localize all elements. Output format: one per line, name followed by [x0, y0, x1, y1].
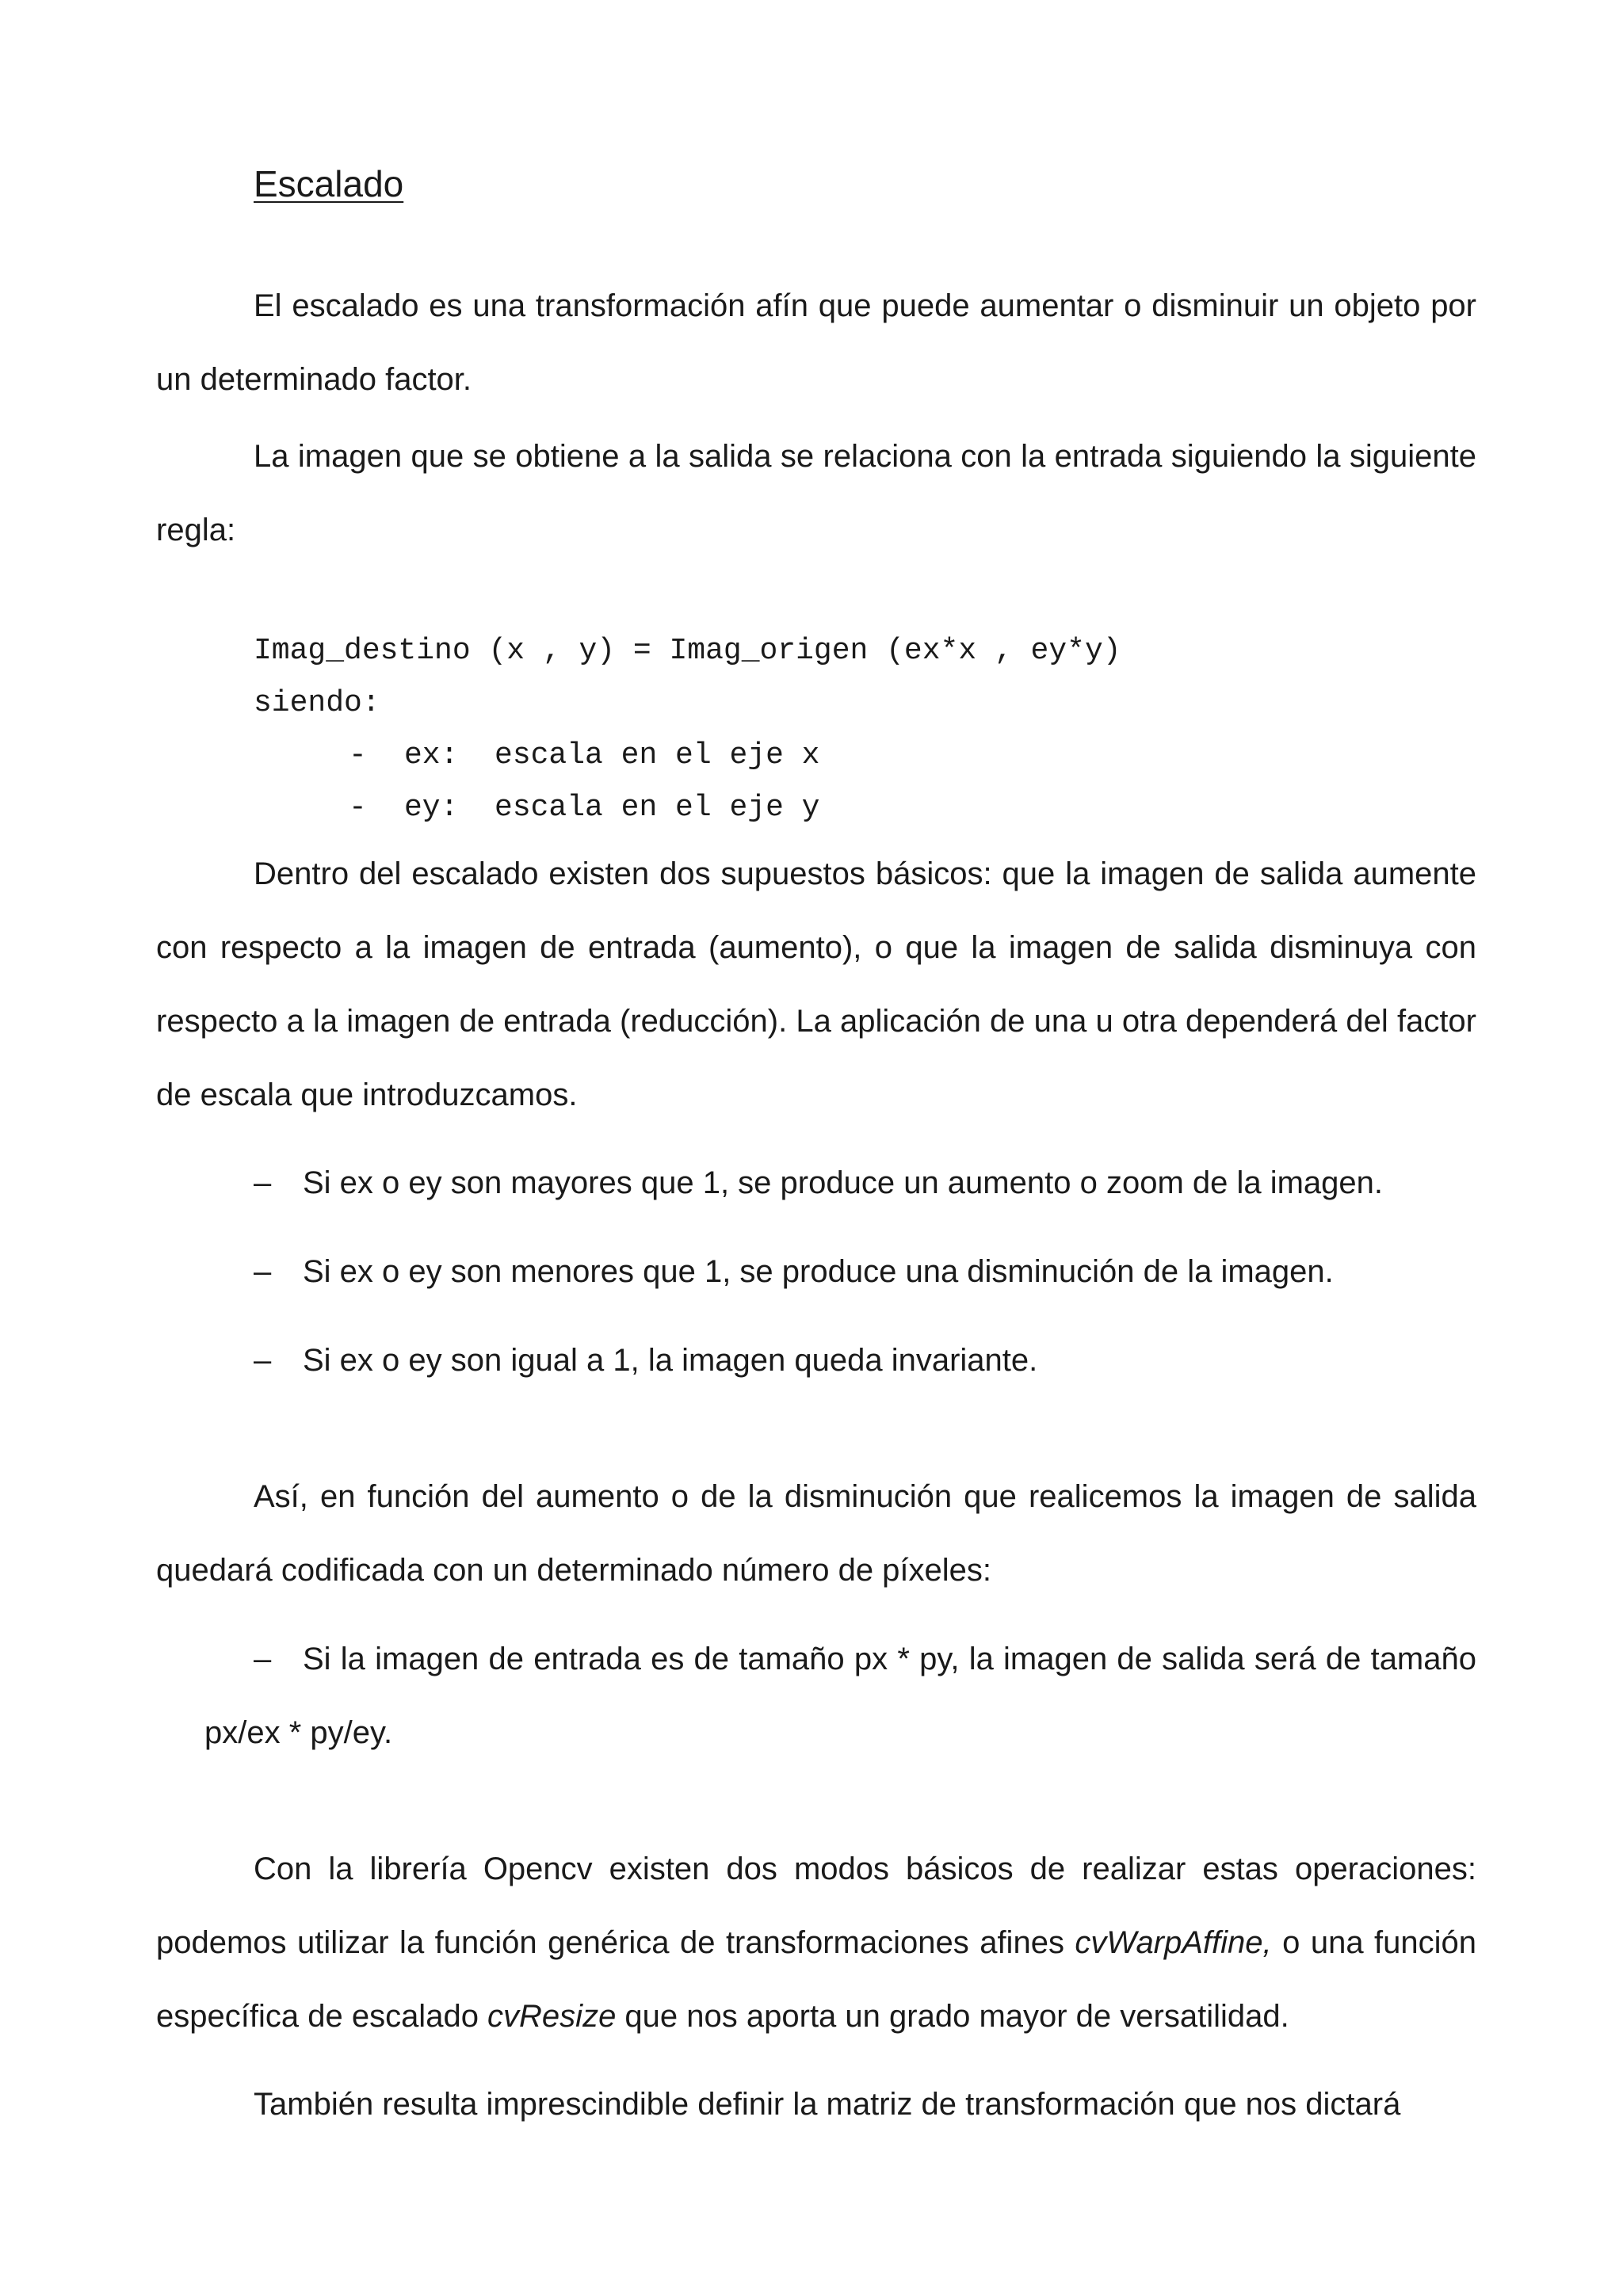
list-dash: –	[254, 1165, 272, 1200]
paragraph-text: Con la librería Opencv existen dos modos básicos de realizar estas operaciones: podemos utilizar la función genérica de transformaciones afines	[156, 1852, 1476, 1960]
paragraph-opencv	[156, 1833, 1476, 2054]
paragraph-supuestos: Dentro del escalado existen dos supuestos básicos: que la imagen de salida aumente con respecto a la imagen de entrada (aumento), o que la imagen de salida disminuya con respecto a la imagen de entrada (reducción). La aplicación de una u otra dependerá del factor de escala que introduzcamos.	[156, 856, 1476, 1112]
list-dash: –	[254, 1343, 272, 1378]
paragraph-text: que nos aporta un grado mayor de versatilidad.	[616, 1999, 1289, 2034]
paragraph-rule: La imagen que se obtiene a la salida se relaciona con la entrada siguiendo la siguiente regla:	[156, 439, 1476, 547]
formula-siendo: siendo:	[254, 686, 380, 720]
formula-line: Imag_destino (x , y) = Imag_origen (ex*x , ey*y)	[254, 634, 1121, 668]
list-item	[254, 1146, 1383, 1220]
formula-item-ey: ey: escala en el eje y	[404, 791, 820, 825]
paragraph-matriz: También resulta imprescindible definir la matriz de transformación que nos dictará	[254, 2087, 1401, 2122]
formula-item-dash: -	[349, 791, 367, 825]
list-dash: –	[254, 1642, 272, 1676]
paragraph-pixeles: Así, en función del aumento o de la disminución que realicemos la imagen de salida quedará codificada con un determinado número de píxeles:	[156, 1479, 1476, 1588]
paragraph-intro: El escalado es una transformación afín que puede aumentar o disminuir un objeto por un determinado factor.	[156, 288, 1476, 397]
formula-item-dash: -	[349, 738, 367, 772]
list-item-text: Si ex o ey son igual a 1, la imagen queda invariante.	[303, 1343, 1038, 1378]
list-item	[254, 1324, 1037, 1398]
list-item-text: Si ex o ey son menores que 1, se produce una disminución de la imagen.	[303, 1254, 1334, 1289]
paragraph-text: o una función específica de escalado	[156, 1925, 1477, 2034]
section-heading: Escalado	[254, 163, 404, 204]
formula-item-ex: ex: escala en el eje x	[404, 738, 820, 772]
list-item-text: Si ex o ey son mayores que 1, se produce un aumento o zoom de la imagen.	[303, 1165, 1384, 1200]
function-name-warpaffine: cvWarpAffine,	[1075, 1925, 1272, 1960]
function-name-resize: cvResize	[487, 1999, 617, 2034]
list-item-size	[204, 1623, 1476, 1770]
list-item	[254, 1235, 1334, 1309]
list-item-text: Si la imagen de entrada es de tamaño px * py, la imagen de salida será de tamaño px/ex * py/ey.	[204, 1642, 1476, 1750]
list-dash: –	[254, 1254, 272, 1289]
